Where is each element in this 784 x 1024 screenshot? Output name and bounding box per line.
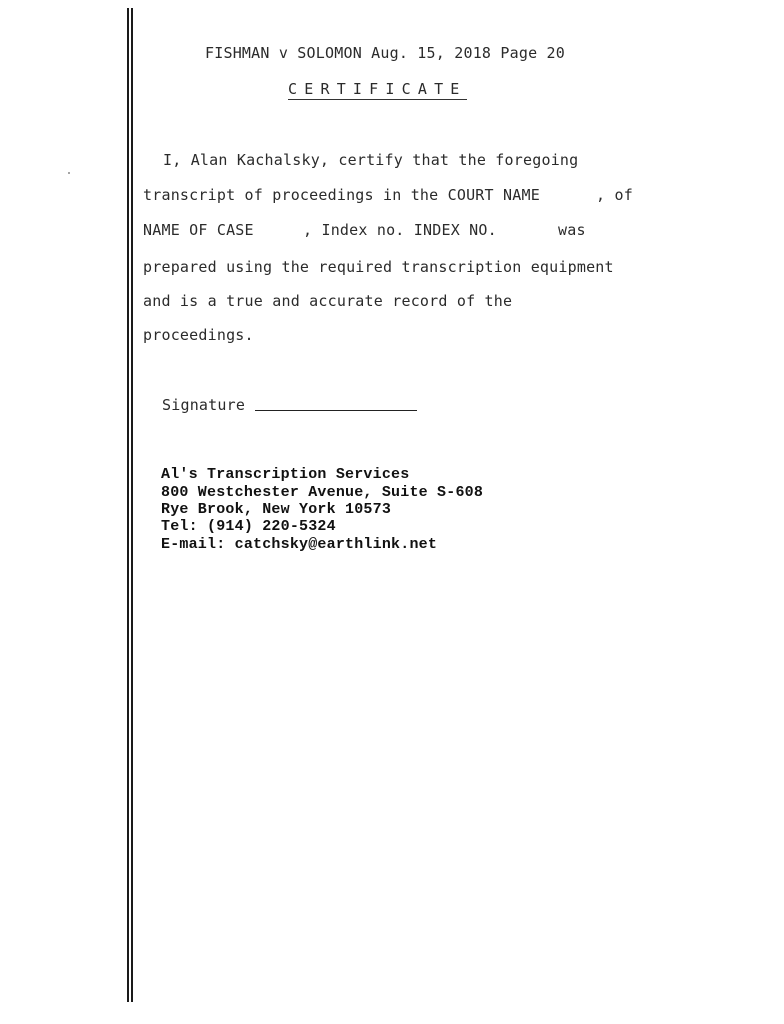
body-line-6: proceedings.: [143, 326, 254, 344]
body-line-4: prepared using the required transcription equipment: [143, 258, 614, 276]
contact-email: E-mail: catchsky@earthlink.net: [161, 536, 438, 553]
body-line-3: NAME OF CASE: [143, 221, 254, 239]
body-line-2-end: , of: [596, 186, 633, 204]
body-line-1: I, Alan Kachalsky, certify that the foregoing: [163, 151, 579, 169]
margin-line-left: [127, 8, 129, 1002]
body-line-3-end: was: [558, 221, 586, 239]
body-line-3-index: , Index no. INDEX NO.: [303, 221, 497, 239]
signature-line: [255, 410, 417, 411]
certificate-title: CERTIFICATE: [288, 80, 467, 98]
scan-speck: [68, 172, 70, 174]
contact-company: Al's Transcription Services: [161, 466, 410, 483]
signature-label: Signature: [162, 396, 246, 414]
contact-address-1: 800 Westchester Avenue, Suite S-608: [161, 484, 484, 501]
page-header: FISHMAN v SOLOMON Aug. 15, 2018 Page 20: [205, 44, 565, 62]
contact-tel: Tel: (914) 220-5324: [161, 518, 336, 535]
margin-line-right: [131, 8, 133, 1002]
contact-address-2: Rye Brook, New York 10573: [161, 501, 392, 518]
body-line-2: transcript of proceedings in the COURT NAME: [143, 186, 540, 204]
body-line-5: and is a true and accurate record of the: [143, 292, 513, 310]
